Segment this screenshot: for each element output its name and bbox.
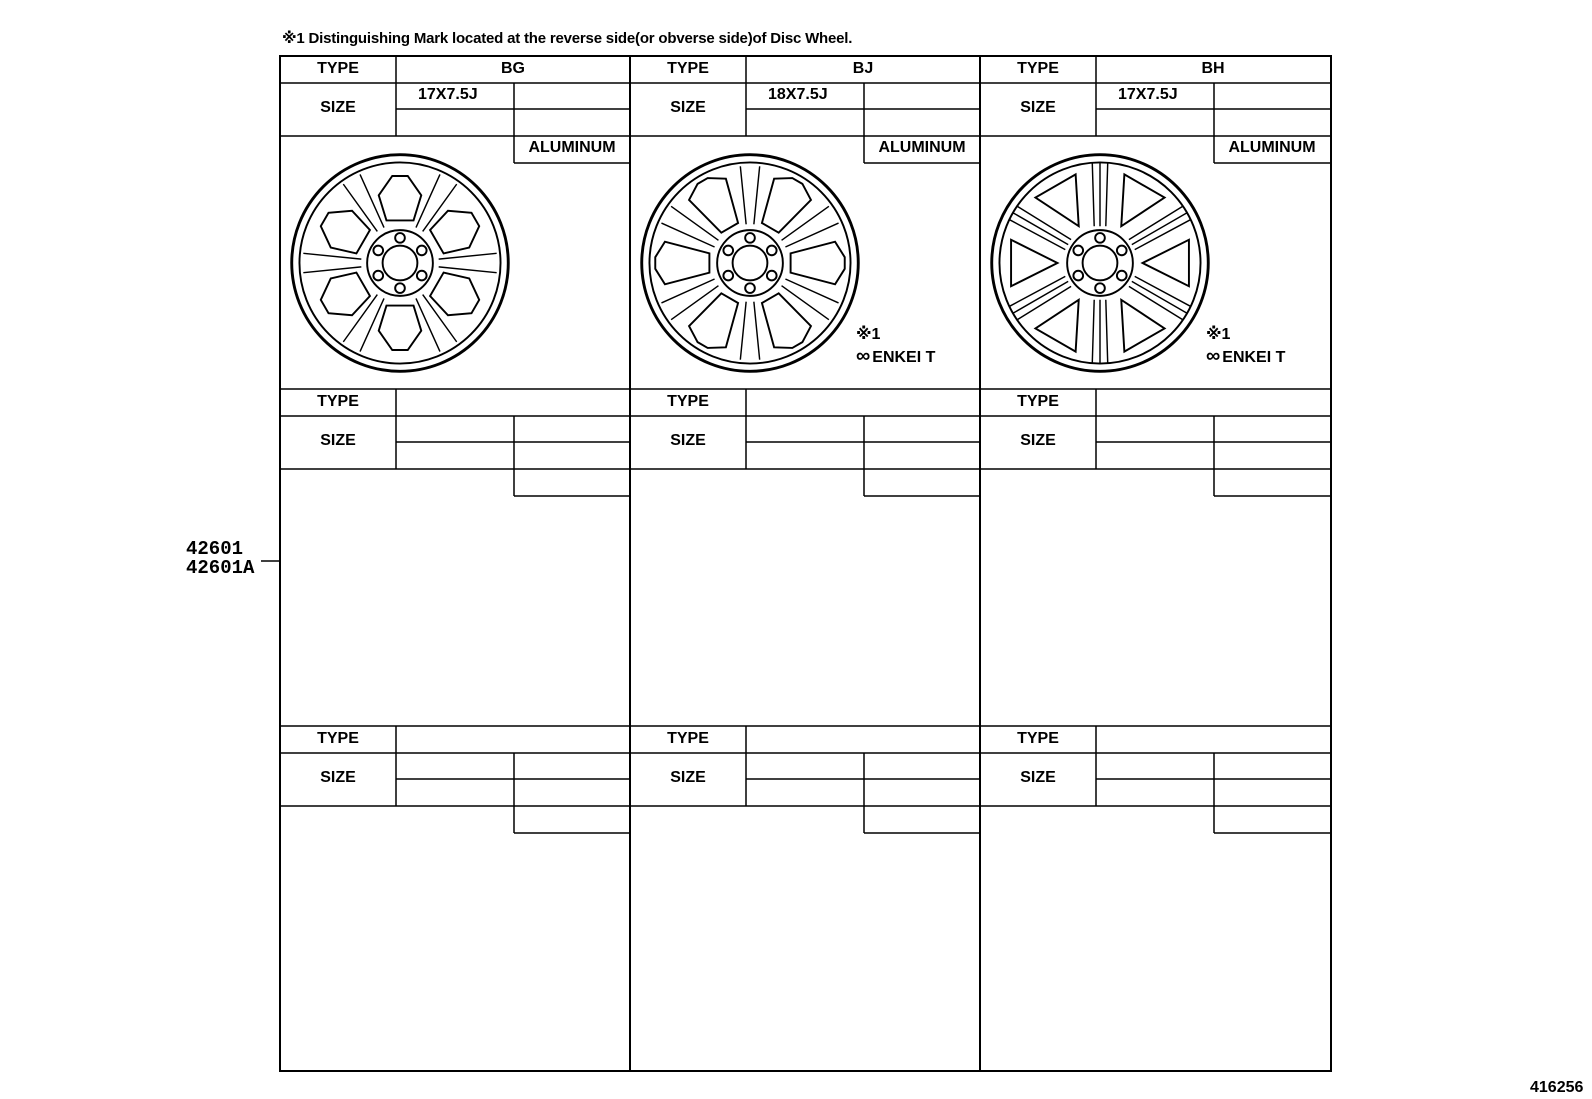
material-value: ALUMINUM	[878, 139, 966, 156]
size-label: SIZE	[320, 99, 356, 116]
material-value: ALUMINUM	[1228, 139, 1316, 156]
part-number-1: 42601	[186, 538, 244, 560]
type-label: TYPE	[1017, 730, 1059, 747]
size-value: 17X7.5J	[1118, 86, 1178, 103]
enkei-mark-text: ENKEI T	[872, 349, 936, 366]
size-value: 18X7.5J	[768, 86, 828, 103]
size-value: 17X7.5J	[418, 86, 478, 103]
material-value: ALUMINUM	[528, 139, 616, 156]
size-label: SIZE	[670, 769, 706, 786]
size-label: SIZE	[320, 769, 356, 786]
part-number-2: 42601A	[186, 557, 255, 579]
type-label: TYPE	[667, 393, 709, 410]
type-label: TYPE	[317, 730, 359, 747]
type-value: BJ	[852, 60, 874, 77]
size-label: SIZE	[670, 99, 706, 116]
size-label: SIZE	[1020, 769, 1056, 786]
part-number-callout	[186, 540, 254, 578]
enkei-mark	[1206, 345, 1285, 368]
size-label: SIZE	[320, 432, 356, 449]
type-label: TYPE	[1017, 60, 1059, 77]
enkei-mark-text: ENKEI T	[1222, 349, 1286, 366]
type-label: TYPE	[667, 60, 709, 77]
type-value: BG	[501, 60, 525, 77]
wheel-6-window-icon	[284, 147, 516, 384]
wheel-6-triangle-icon	[984, 147, 1216, 384]
wheel-6-spoke-icon	[634, 147, 866, 384]
enkei-logo-icon: ∞	[856, 345, 871, 367]
type-label: TYPE	[667, 730, 709, 747]
drawing-number: 416256	[1530, 1079, 1584, 1096]
size-label: SIZE	[1020, 99, 1056, 116]
mark-ref: ※1	[1206, 326, 1231, 343]
type-label: TYPE	[317, 393, 359, 410]
size-label: SIZE	[670, 432, 706, 449]
note-text: ※1 Distinguishing Mark located at the reverse side(or obverse side)of Disc Wheel.	[282, 30, 853, 47]
type-value: BH	[1201, 60, 1225, 77]
mark-ref: ※1	[856, 326, 881, 343]
enkei-mark	[856, 345, 935, 368]
enkei-logo-icon: ∞	[1206, 345, 1221, 367]
size-label: SIZE	[1020, 432, 1056, 449]
type-label: TYPE	[317, 60, 359, 77]
type-label: TYPE	[1017, 393, 1059, 410]
